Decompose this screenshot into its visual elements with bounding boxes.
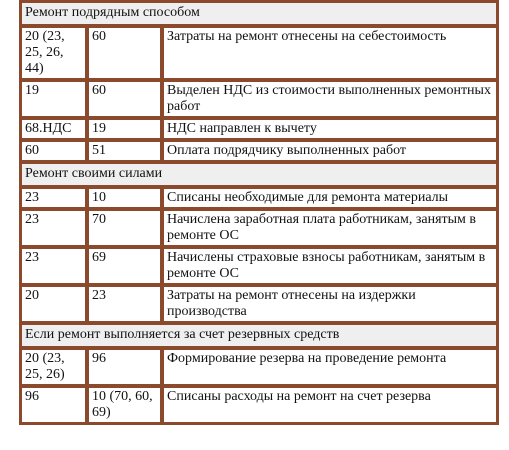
table-row <box>21 286 497 322</box>
debit-cell: 68.НДС <box>21 119 86 139</box>
section-title: Ремонт подрядным способом <box>21 2 497 25</box>
debit-cell: 20 <box>21 286 86 322</box>
credit-cell: 51 <box>88 141 161 161</box>
credit-cell: 96 <box>88 349 161 385</box>
description-cell: Выделен НДС из стоимости выполненных ремонтных работ <box>163 81 497 117</box>
description-cell: Списаны расходы на ремонт на счет резерва <box>163 387 497 423</box>
debit-cell: 20 (23, 25, 26, 44) <box>21 27 86 79</box>
description-cell: Затраты на ремонт отнесены на себестоимость <box>163 27 497 79</box>
description-cell: Начислены страховые взносы работникам, занятым в ремонте ОС <box>163 248 497 284</box>
description-cell: Затраты на ремонт отнесены на издержки производства <box>163 286 497 322</box>
credit-cell: 60 <box>88 81 161 117</box>
section-header-row <box>21 324 497 347</box>
credit-cell: 60 <box>88 27 161 79</box>
table-row <box>21 27 497 79</box>
table-row <box>21 210 497 246</box>
description-cell: Оплата подрядчику выполненных работ <box>163 141 497 161</box>
table-row <box>21 81 497 117</box>
debit-cell: 96 <box>21 387 86 423</box>
description-cell: Начислена заработная плата работникам, занятым в ремонте ОС <box>163 210 497 246</box>
section-title: Если ремонт выполняется за счет резервных средств <box>21 324 497 347</box>
table-row <box>21 387 497 423</box>
section-header-row <box>21 2 497 25</box>
credit-cell: 70 <box>88 210 161 246</box>
debit-cell: 60 <box>21 141 86 161</box>
credit-cell: 69 <box>88 248 161 284</box>
description-cell: НДС направлен к вычету <box>163 119 497 139</box>
credit-cell: 23 <box>88 286 161 322</box>
table-row <box>21 248 497 284</box>
section-header-row <box>21 163 497 186</box>
debit-cell: 20 (23, 25, 26) <box>21 349 86 385</box>
table-row <box>21 119 497 139</box>
credit-cell: 19 <box>88 119 161 139</box>
debit-cell: 23 <box>21 188 86 208</box>
table-row <box>21 141 497 161</box>
credit-cell: 10 <box>88 188 161 208</box>
credit-cell: 10 (70, 60, 69) <box>88 387 161 423</box>
section-title: Ремонт своими силами <box>21 163 497 186</box>
accounting-entries-table <box>19 0 499 425</box>
debit-cell: 23 <box>21 248 86 284</box>
table-row <box>21 188 497 208</box>
debit-cell: 23 <box>21 210 86 246</box>
description-cell: Формирование резерва на проведение ремонта <box>163 349 497 385</box>
debit-cell: 19 <box>21 81 86 117</box>
table-row <box>21 349 497 385</box>
description-cell: Списаны необходимые для ремонта материалы <box>163 188 497 208</box>
